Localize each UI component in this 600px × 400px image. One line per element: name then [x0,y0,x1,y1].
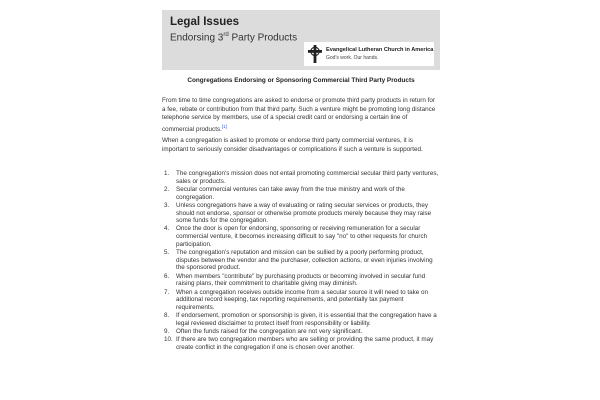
list-item [162,170,440,185]
list-item [162,249,440,272]
list-item-text: Unless congregations have a way of evaluating or rating secular services or products, they should not endorse, sponsor or otherwise promote products merely because they may raise some funds for the congregation. [176,201,432,225]
list-item [162,312,440,327]
list-item-number: 4. [164,225,170,233]
footnote-link[interactable]: [1] [221,123,227,129]
header-title: Legal Issues [170,16,240,28]
list-item [162,328,440,336]
list-item-text: The congregation's reputation and mission can be sullied by a poorly performing product, disputes between the vendor and the purchaser, collection actions, or even injuries involving the sponsored product. [176,249,433,272]
list-item-text: If endorsement, promotion or sponsorship is given, it is essential that the congregation have a legal reviewed disclaimer to protect itself from responsibility or liability. [176,312,437,327]
cross-logo-icon [308,45,322,63]
list-item-text: The congregation's mission does not entail promoting commercial secular third party ventures, sales or products. [176,170,439,185]
list-item-text: When members "contribute" by purchasing products or becoming involved in secular fund raising plans, their commitment to charitable giving may diminish. [176,272,426,288]
list-item-number: 9. [164,328,170,336]
list-item [162,225,440,248]
list-item [162,202,440,225]
list-item-number: 3. [164,201,170,209]
document-page [162,10,440,400]
intro-paragraph-text: From time to time congregations are asked to endorse or promote third party products in return for a fee, rebate or contribution from that third party. Such a venture might be promoting long distance telephone service by members, use of a special credit card or endorsing a certain line of commercial products. [162,97,436,133]
considerations-list [162,170,440,352]
consideration-paragraph: When a congregation is asked to promote or endorse third party commercial ventures, it is important to seriously consider disadvantages or complications if such a venture is supported. [162,137,423,153]
list-item [162,336,440,351]
list-item-text: Secular commercial ventures can take away from the true ministry and work of the congregation. [176,185,405,201]
list-item [162,273,440,288]
list-item-text: Once the door is open for endorsing, sponsoring or receiving remuneration for a secular commercial venture, it becomes increasing difficult to say "no" to other requests for church participation. [176,225,428,248]
header-subtitle [170,32,297,43]
logo-name: Evangelical Lutheran Church in America [326,47,434,53]
list-item-number: 6. [164,272,170,280]
page-header [162,10,440,70]
list-item-number: 1. [164,170,170,177]
list-item-text: If there are two congregation members who are selling or providing the same product, it may create conflict in the congregation if one is chosen over another. [176,336,434,351]
subtitle-suffix: Party Products [228,32,298,44]
list-item-number: 2. [164,185,170,193]
list-item-text: When a congregation receives outside income from a secular source it will need to take on additional record keeping, tax reporting requirements, and potentially tax payment requirements. [176,288,429,311]
list-item-number: 8. [164,312,170,320]
intro-paragraph [162,97,440,134]
list-item [162,186,440,201]
elca-logo [304,42,434,66]
subtitle-prefix: Endorsing 3 [170,32,224,44]
list-item-text: Often the funds raised for the congregation are not very significant. [176,328,363,336]
list-item-number: 10. [164,336,173,344]
list-item [162,289,440,312]
list-item-number: 7. [164,288,170,296]
logo-tagline: God's work. Our hands. [326,55,379,61]
list-item-number: 5. [164,249,170,257]
document-heading: Congregations Endorsing or Sponsoring Commercial Third Party Products [187,77,415,84]
subtitle-superscript: rd [223,32,229,38]
